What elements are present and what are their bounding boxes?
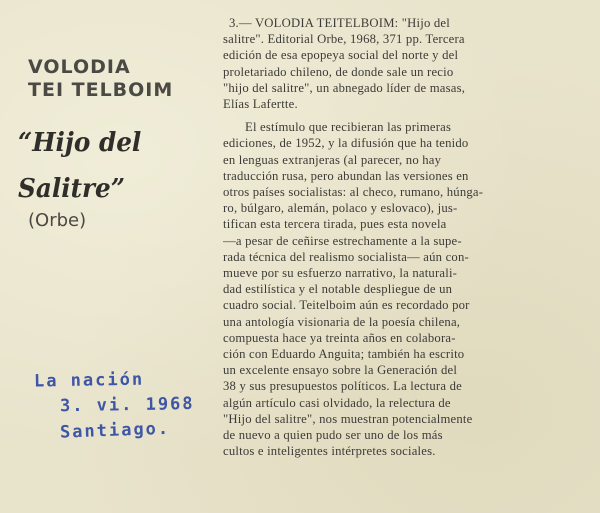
article-line: rada técnica del realismo socialista— aún con-: [223, 249, 469, 264]
book-title-line-1: “Hijo del: [18, 128, 142, 158]
article-line: —a pesar de ceñirse estrechamente a la supe-: [223, 233, 462, 248]
article-line: "Hijo del salitre", nos muestran potencialmente: [223, 411, 473, 426]
article-line: 3.— VOLODIA TEITELBOIM: "Hijo del: [229, 16, 450, 30]
review-paragraph-2: [223, 119, 577, 459]
handwritten-date: 3. vi. 1968: [59, 393, 195, 417]
article-line: otros países socialistas: al checo, rumano, húnga-: [223, 185, 484, 200]
article-line: compuesta hace ya treinta años en colabora-: [223, 330, 456, 345]
author-line-2: TEI TELBOIM: [28, 79, 174, 101]
article-line: en lenguas extranjeras (al parecer, no hay: [223, 152, 442, 167]
article-line: traducción rusa, pero abundan las versiones en: [223, 168, 469, 183]
article-line: cultos e inteligentes intérpretes sociales.: [223, 444, 436, 459]
article-line: dad estilística y el notable despliegue de un: [223, 282, 453, 297]
book-title-line-2: Salitre”: [18, 174, 125, 204]
article-line: tifican esta tercera tirada, pues esta novela: [223, 217, 447, 232]
article-line: cuadro social. Teitelboim aún es recordado por: [223, 298, 470, 313]
handwritten-place: Santiago.: [59, 418, 171, 443]
article-line: algún artículo casi olvidado, la relectura de: [223, 395, 451, 410]
article-line: un excelente ensayo sobre la Generación del: [223, 363, 458, 378]
article-line: una antología visionaria de la poesía chilena,: [223, 314, 461, 329]
review-paragraph-1: [223, 15, 577, 112]
book-heading-column: [0, 0, 220, 513]
article-line: "hijo del salitre", un abnegado líder de masas,: [223, 80, 466, 95]
article-line: ro, búlgaro, alemán, polaco y eslovaco), jus-: [223, 201, 458, 216]
article-line: 38 y sus presupuestos políticos. La lectura de: [223, 379, 462, 394]
article-line: ediciones, de 1952, y la difusión que ha tenido: [223, 136, 469, 151]
article-line: El estímulo que recibieran las primeras: [245, 120, 452, 135]
article-line: salitre". Editorial Orbe, 1968, 371 pp. Tercera: [223, 32, 465, 47]
book-title: [18, 120, 199, 212]
article-line: proletariado chileno, de donde sale un recio: [223, 64, 454, 79]
author-name: [28, 56, 173, 102]
handwritten-note: [30, 368, 210, 443]
article-line: Elías Lafertte.: [223, 97, 298, 112]
article-line: mueve por su esfuerzo narrativo, la naturali-: [223, 266, 458, 281]
review-article: [223, 15, 577, 505]
article-line: ción con Eduardo Anguita; también ha escrito: [223, 347, 465, 362]
article-line: de nuevo a quien pudo ser uno de los más: [223, 428, 443, 443]
publisher: (Orbe): [28, 210, 87, 231]
author-line-1: VOLODIA: [28, 56, 131, 78]
article-line: edición de esa epopeya social del norte y del: [223, 48, 459, 63]
handwritten-source: La nación: [33, 369, 145, 392]
